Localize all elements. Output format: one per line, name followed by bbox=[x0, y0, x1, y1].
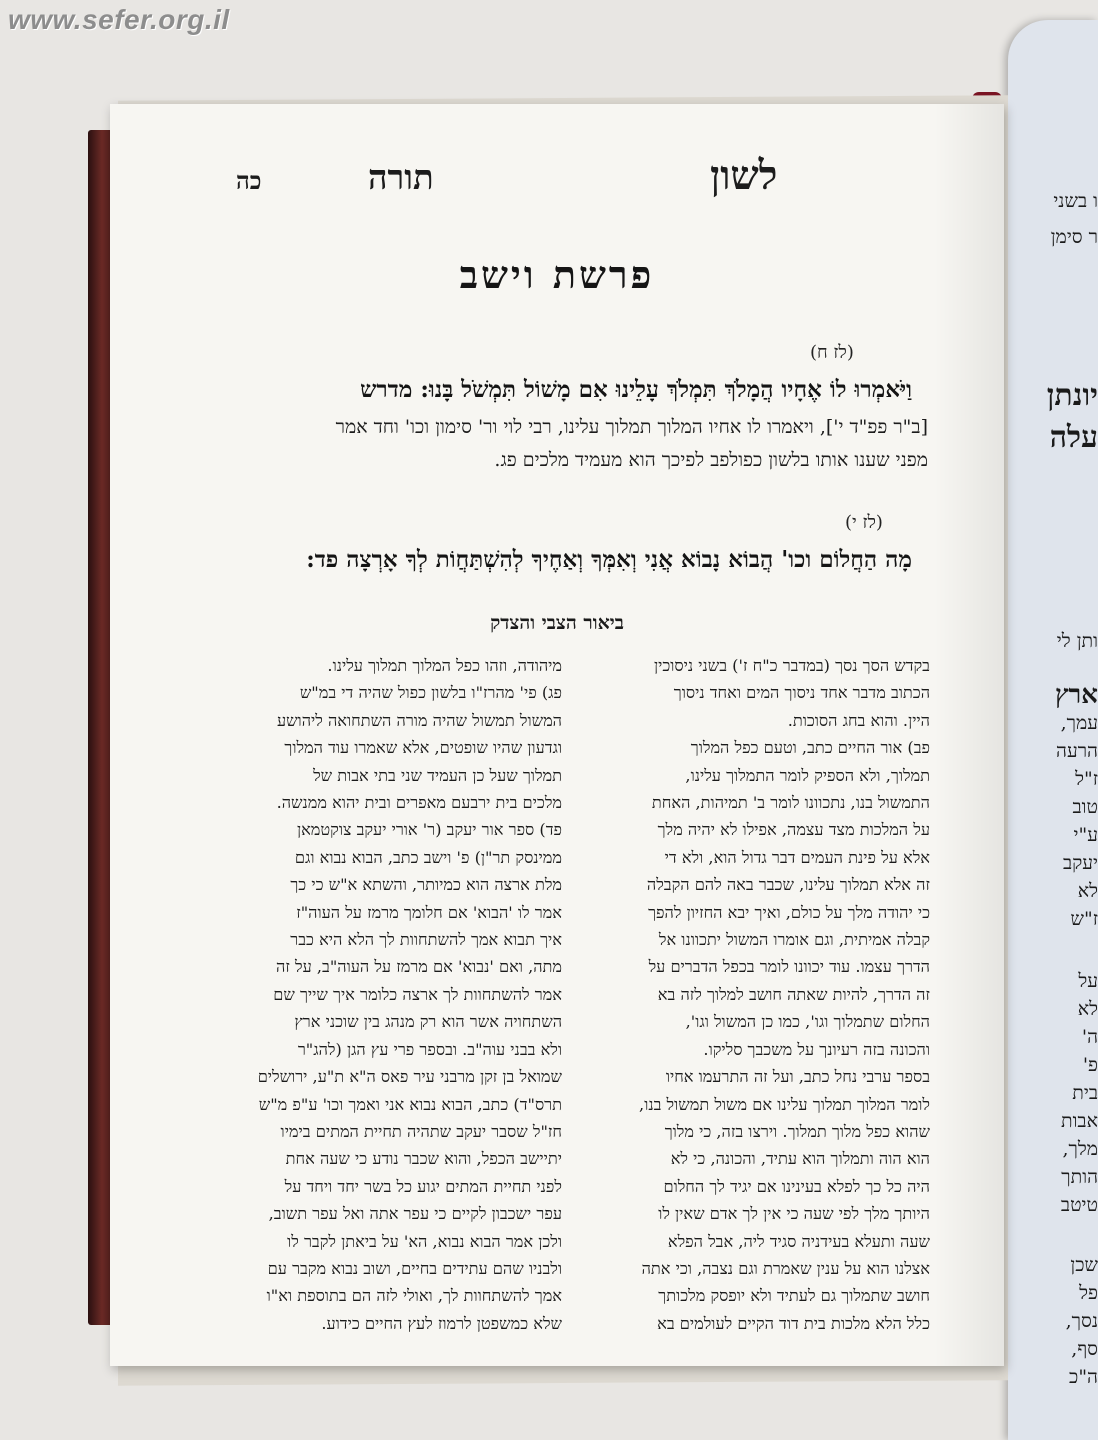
commentary-line: פד) ספר אור יעקב (ר' אורי יעקב צוקטמאן bbox=[296, 820, 562, 840]
commentary-line: תרס"ד) כתב, הבוא נבוא אני ואמך וכו' ע"פ מ"ש bbox=[258, 1094, 562, 1114]
commentary-line: שהוא כפל מלוך תמלוך. וירצו בזה, כי מלוך bbox=[664, 1121, 930, 1141]
running-head-book: לשון bbox=[710, 152, 778, 199]
commentary-title: ביאור הצבי והצדק bbox=[490, 612, 624, 634]
running-head-torah: תורה bbox=[368, 158, 434, 198]
verse-text: מָה הַחֲלוֹם וכו' הֲבוֹא נָבוֹא אֲנִי וְאִמְּךָ וְאַחֶיךָ לְהִשְׁתַּחֲוֹת לְךָ אָרְצָה פד: bbox=[306, 546, 912, 573]
commentary-line: בספר ערבי נחל כתב, ועל זה התרעמו אחיו bbox=[665, 1067, 930, 1087]
midrash-line: [ב"ר פפ"ד י'], ויאמרו לו אחיו המלוך תמלוך עלינו, רבי לוי ור' סימון וכו' וחד אמר bbox=[335, 416, 928, 438]
commentary-line: השתחויה אשר הוא רק מנהג בין שוכני ארץ bbox=[294, 1012, 562, 1032]
right-page-fragment: פ' bbox=[1082, 1054, 1098, 1076]
right-page-fragment: יעקב bbox=[1062, 852, 1098, 874]
right-page-fragment: לא bbox=[1077, 880, 1098, 902]
commentary-line: אצלנו הוא על ענין שאמרת וגם נצבה, וכי אתה bbox=[641, 1258, 930, 1278]
right-page-fragment: הותך bbox=[1061, 1166, 1098, 1188]
commentary-line: הכתוב מדבר אחד ניסוך המים ואחד ניסוך bbox=[673, 683, 930, 703]
commentary-line: שלא כמשפטן לרמוז לעץ החיים כידוע. bbox=[321, 1313, 562, 1333]
right-page-fragment: ה"כ bbox=[1069, 1366, 1098, 1388]
commentary-line: כי יהודה מלך על כולם, ואיך יבא החזיון להפך bbox=[648, 902, 930, 922]
commentary-line: פג) פי' מהרז"ו בלשון כפול שהיה די במ"ש bbox=[299, 683, 562, 703]
commentary-line: הדרך עצמו. עוד יכוונו לומר בכפל הדברים על bbox=[648, 957, 930, 977]
page-number: כה bbox=[236, 166, 262, 195]
commentary-line: הוא הוה ותמלוך הוא עתיד, והכונה, כי לא bbox=[670, 1149, 930, 1169]
commentary-line: המשול תמשול שהיה מורה השתחואה ליהושע bbox=[276, 710, 562, 730]
parsha-title: פרשת וישב bbox=[459, 252, 655, 297]
commentary-line: היה כל כך לפלא בעינינו אם יגיד לך החלום bbox=[663, 1176, 930, 1196]
verse-text: וַיֹּאמְרוּ לוֹ אֶחָיו הֲמָלֹךְ תִּמְלֹךְ עָלֵינוּ אִם מָשׁוֹל תִּמְשֹׁל בָּנוּ: מדרש bbox=[360, 376, 912, 403]
right-page-fragment: על bbox=[1078, 970, 1098, 992]
commentary-line: זה אלא תמלוך עלינו, שכבר באה להם הקבלה bbox=[646, 875, 930, 895]
right-page-fragment: ע"י bbox=[1073, 824, 1098, 846]
commentary-line: אלא על פינת העמים דבר גדול הוא, ולא די bbox=[664, 847, 930, 867]
right-page-fragment: טוב bbox=[1072, 796, 1098, 818]
right-page-fragment: בית bbox=[1072, 1082, 1098, 1104]
commentary-line: ממינסק תר"ן) פ' וישב כתב, הבוא נבוא וגם bbox=[294, 847, 562, 867]
right-page-fragment: שכן bbox=[1070, 1254, 1098, 1276]
commentary-line: אמר להשתחוות לך ארצה כלומר איך שייך שם bbox=[273, 984, 562, 1004]
right-page-fragment: ארץ bbox=[1054, 680, 1098, 710]
commentary-column-right bbox=[588, 652, 930, 1337]
commentary-line: מיהודה, וזהו כפל המלוך תמלוך עלינו. bbox=[327, 656, 562, 675]
commentary-line: שעה ותעלא בעידניה סגיד ליה, אבל הפלא bbox=[667, 1231, 930, 1251]
right-page-fragment: ה' bbox=[1081, 1026, 1098, 1048]
commentary-line: אמך להשתחוות לך, ואולי לזה הם בתוספת וא"ו bbox=[266, 1286, 562, 1306]
commentary-line: פב) אור החיים כתב, וטעם כפל המלוך bbox=[690, 738, 930, 758]
commentary-line: חז"ל שסבר יעקב שתהיה תחיית המתים בימיו bbox=[280, 1121, 562, 1141]
commentary-line: זה הדרך, להיות שאתה חושב למלוך לזה בא bbox=[657, 984, 930, 1004]
commentary-line: לומר המלוך תמלוך עלינו אם משול תמשול בנו, bbox=[639, 1094, 930, 1114]
right-page-fragment: סף, bbox=[1071, 1338, 1098, 1360]
commentary-line: איך תבוא אמך להשתחוות לך הלא היא כבר bbox=[290, 930, 562, 950]
right-page-fragment: ז"ל bbox=[1075, 768, 1098, 790]
commentary-line: על המלכות מצד עצמה, אפילו לא יהיה מלך bbox=[657, 820, 930, 840]
midrash-line: מפני שענו אותו בלשון כפולפב לפיכך הוא מעמיד מלכים פג. bbox=[494, 449, 928, 471]
verse-reference: (לז י) bbox=[845, 512, 883, 533]
page-header bbox=[110, 152, 1004, 202]
commentary-line: קבלה אמיתית, וגם אומרו המשול יתכוונו אל bbox=[658, 930, 930, 950]
commentary-line: מתה, ואם 'נבוא' אם מרמז על העוה"ב, על זה bbox=[276, 957, 562, 977]
commentary-column-left bbox=[222, 652, 562, 1337]
commentary-line: יתיישב הכפל, והוא שכבר נודע כי שעה אחת bbox=[285, 1149, 562, 1169]
commentary-line: וגדעון שהיו שופטים, אלא שאמרו עוד המלוך bbox=[284, 738, 562, 758]
commentary-line: התמשול בנו, נתכוונו לומר ב' תמיהות, האחת bbox=[651, 793, 930, 813]
right-page-fragment: טיטב bbox=[1060, 1194, 1098, 1216]
commentary-line: תמלוך שעל כן העמיד שני בתי אבות של bbox=[313, 765, 562, 785]
commentary-line: מלת ארצה הוא כמיותר, והשתא א"ש כי כך bbox=[290, 875, 562, 895]
commentary-line: ולכן אמר הבוא נבוא, הא' על ביאתן לקבר לו bbox=[287, 1231, 562, 1251]
right-page-fragment: ותן לי bbox=[1056, 630, 1098, 652]
commentary-line: והכונה בזה רעיונך על משכבך סליקו. bbox=[703, 1039, 930, 1059]
commentary-line: ולבניו שהם עתידים בחיים, ושוב נבוא מקבר עם bbox=[267, 1258, 562, 1278]
commentary-line: עפר ישכבון לקיים כי עפר אתה ואל עפר תשוב, bbox=[268, 1204, 562, 1224]
commentary-line: החלום שתמלוך וגו', כמו כן המשול וגו', bbox=[685, 1012, 930, 1032]
commentary-line: כלל הלא מלכות בית דוד הקיים לעולמים בא bbox=[657, 1313, 930, 1333]
right-page-fragment: ו בשני bbox=[1053, 190, 1098, 212]
commentary-line: היותך מלך לפי שעה כי אין לך אדם שאין לו bbox=[658, 1204, 930, 1224]
commentary-line: תמלוך, ולא הספיק לומר התמלוך עלינו, bbox=[685, 765, 930, 785]
right-page-fragment: עלה bbox=[1049, 420, 1098, 455]
book-page bbox=[110, 104, 1004, 1366]
verse-reference: (לז ח) bbox=[810, 342, 854, 363]
commentary-line: ולא בבני עוה"ב. ובספר פרי עץ הגן (להג"ר bbox=[297, 1039, 562, 1059]
commentary-line: אמר לו 'הבוא' אם חלומך מרמז על העוה"ז bbox=[296, 902, 562, 922]
right-page-fragment: ר סימן bbox=[1050, 226, 1098, 248]
right-page-fragment: מלך, bbox=[1062, 1138, 1098, 1160]
right-page-fragment: לא bbox=[1077, 998, 1098, 1020]
right-page-fragment: נסך, bbox=[1065, 1310, 1098, 1332]
commentary-line: לפני תחיית המתים יגוע כל בשר יחד ויחד על bbox=[284, 1176, 562, 1196]
right-page-fragment: עמך, bbox=[1060, 712, 1098, 734]
commentary-line: שמואל בן זקן מרבני עיר פאס ה"א ת"ע, ירושלים bbox=[257, 1067, 562, 1087]
right-page bbox=[1008, 20, 1098, 1440]
watermark-text: www.sefer.org.il bbox=[8, 4, 230, 35]
commentary-line: היין. והוא בחג הסוכות. bbox=[787, 710, 930, 730]
right-page-fragment: יונתן bbox=[1046, 378, 1098, 413]
right-page-fragment: ז"ש bbox=[1070, 908, 1098, 930]
right-page-fragment: הרעה bbox=[1056, 740, 1098, 762]
commentary-line: חושב שתמלוך גם לעתיד ולא יופסק מלכותך bbox=[658, 1286, 930, 1306]
right-page-fragment: אבות bbox=[1060, 1110, 1098, 1132]
commentary-line: בקדש הסך נסך (במדבר כ"ח ז') בשני ניסוכין bbox=[653, 656, 930, 675]
commentary-line: מלכים בית ירבעם מאפרים ובית יהוא ממנשה. bbox=[276, 793, 562, 813]
right-page-fragment: פל bbox=[1079, 1282, 1098, 1304]
